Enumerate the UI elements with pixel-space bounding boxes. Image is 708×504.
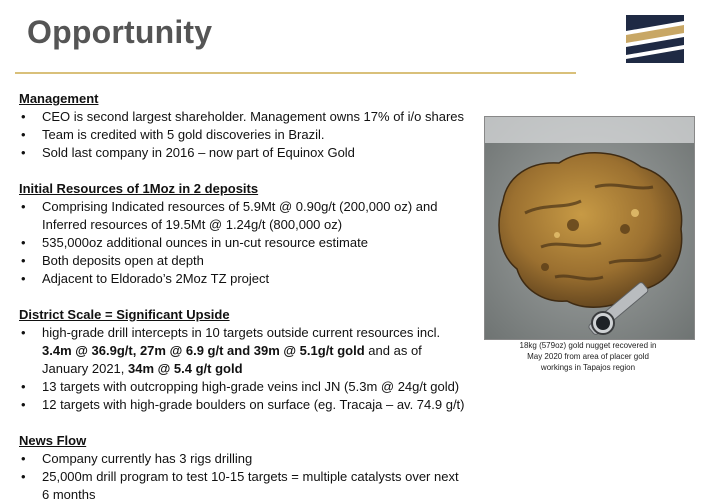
company-logo-icon	[622, 13, 688, 65]
gold-nugget-photo	[484, 116, 695, 340]
list-item: • 12 targets with high-grade boulders on surface (eg. Tracaja – av. 74.9 g/t)	[19, 396, 465, 414]
resources-heading: Initial Resources of 1Moz in 2 deposits	[19, 181, 259, 196]
list-item	[19, 198, 437, 234]
photo-caption	[497, 340, 679, 373]
list-item: • Both deposits open at depth	[19, 252, 437, 270]
news-item2-line2: 6 months	[42, 487, 96, 502]
caption-line: 18kg (579oz) gold nugget recovered in	[519, 341, 657, 350]
list-item	[19, 468, 459, 504]
district-heading: District Scale = Significant Upside	[19, 307, 230, 322]
gold-nugget-image	[485, 117, 694, 339]
news-item2-line1: 25,000m drill program to test 10-15 targets = multiple catalysts over next	[42, 469, 459, 484]
management-heading: Management	[19, 91, 99, 106]
list-item: • Team is credited with 5 gold discoveries in Brazil.	[19, 126, 464, 144]
list-item	[19, 324, 465, 378]
resources-list	[19, 198, 437, 288]
district-item1-line1: high-grade drill intercepts in 10 targets outside current resources incl.	[42, 325, 441, 340]
list-item: • CEO is second largest shareholder. Management owns 17% of i/o shares	[19, 108, 464, 126]
title-divider	[15, 72, 576, 74]
resources-item1-line2: Inferred resources of 19.5Mt @ 1.24g/t (800,000 oz)	[42, 217, 343, 232]
list-item: • 535,000oz additional ounces in un-cut resource estimate	[19, 234, 437, 252]
district-item1-bold1: 3.4m @ 36.9g/t, 27m @ 6.9 g/t and 39m @ 5.1g/t gold	[42, 343, 365, 358]
caption-line: workings in Tapajos region	[540, 363, 636, 372]
district-item1-text3: January 2021,	[42, 361, 129, 376]
resources-item1-line1: Comprising Indicated resources of 5.9Mt @ 0.90g/t (200,000 oz) and	[42, 199, 438, 214]
slide-title: Opportunity	[27, 14, 213, 50]
district-item1-text2: and as of	[364, 343, 422, 358]
news-heading: News Flow	[19, 433, 87, 448]
caption-line: May 2020 from area of placer gold	[527, 352, 649, 361]
management-list	[19, 108, 464, 162]
list-item: • 13 targets with outcropping high-grade veins incl JN (5.3m @ 24g/t gold)	[19, 378, 465, 396]
news-list	[19, 450, 459, 504]
list-item: • Company currently has 3 rigs drilling	[19, 450, 459, 468]
list-item: • Adjacent to Eldorado’s 2Moz TZ project	[19, 270, 437, 288]
district-item1-bold2: 34m @ 5.4 g/t gold	[128, 361, 243, 376]
district-list	[19, 324, 465, 414]
list-item: • Sold last company in 2016 – now part of Equinox Gold	[19, 144, 464, 162]
